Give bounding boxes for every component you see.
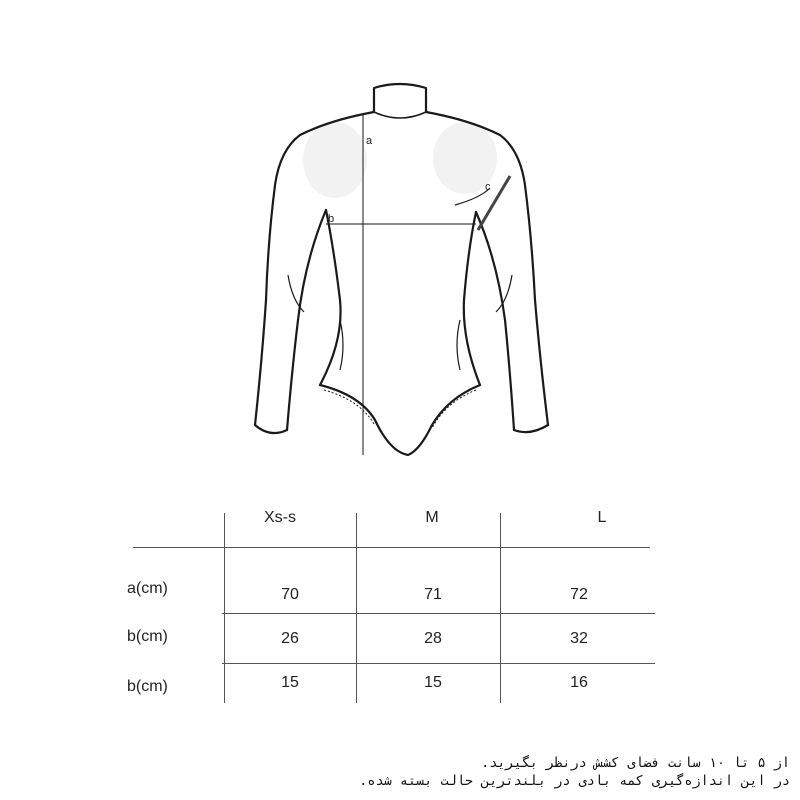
table-row-rule-2 — [222, 663, 655, 664]
table-cell: 72 — [570, 586, 588, 603]
body-left-side — [320, 210, 341, 385]
column-header-m: M — [425, 509, 439, 526]
table-col-rule-3 — [500, 513, 501, 703]
size-table — [0, 500, 800, 720]
row-label-b-2: b(cm) — [127, 678, 168, 695]
table-cell: 32 — [570, 630, 588, 647]
table-col-rule-2 — [356, 513, 357, 703]
label-a: a — [366, 135, 373, 147]
column-header-xs-s: Xs-s — [264, 509, 296, 526]
table-cell: 70 — [281, 586, 299, 603]
table-cell: 28 — [424, 630, 442, 647]
collar — [374, 84, 426, 112]
body-right-side — [464, 212, 480, 385]
table-cell: 16 — [570, 674, 588, 691]
table-cell: 15 — [424, 674, 442, 691]
left-cuff — [255, 425, 287, 433]
table-row-rule-1 — [222, 613, 655, 614]
left-shoulder-shade — [303, 122, 367, 198]
left-sleeve-inner — [287, 210, 326, 430]
leg-openings — [320, 385, 480, 455]
garment-outline — [255, 84, 548, 455]
note-stretch-allowance: از ۵ تا ۱۰ سانت فضای کشش درنظر بگیرید. — [481, 755, 790, 771]
note-sleeve-measurement: در این اندازه‌گیری کمه بادی در بلندترین حالت بسته شده. — [359, 773, 790, 789]
measurement-notes — [230, 754, 790, 790]
label-b: b — [328, 213, 335, 225]
table-cell: 26 — [281, 630, 299, 647]
table-cell: 71 — [424, 586, 442, 603]
right-sleeve-inner — [476, 212, 514, 430]
table-col-rule-1 — [224, 513, 225, 703]
column-header-l: L — [597, 509, 607, 526]
table-header-rule — [133, 547, 650, 548]
label-c: c — [485, 181, 491, 193]
table-cell: 15 — [281, 674, 299, 691]
row-label-b: b(cm) — [127, 628, 168, 645]
row-label-a: a(cm) — [127, 580, 168, 597]
right-cuff — [514, 425, 548, 432]
collar-seam — [374, 112, 426, 118]
